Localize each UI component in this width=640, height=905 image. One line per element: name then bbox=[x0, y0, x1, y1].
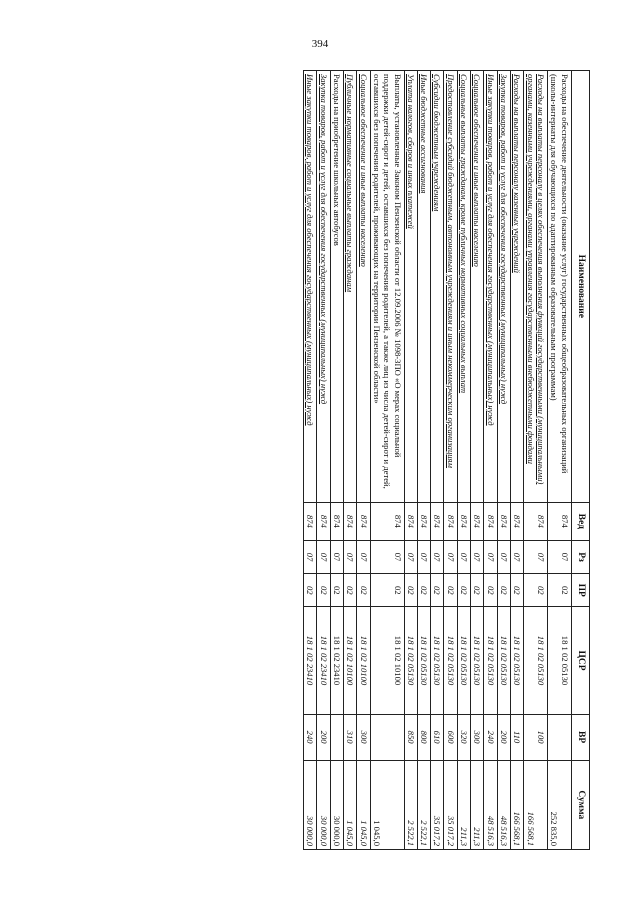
row-vr-cell bbox=[370, 714, 404, 760]
row-pr-cell: 02 bbox=[511, 574, 524, 607]
table-header-row bbox=[571, 71, 589, 850]
row-rz-cell: 07 bbox=[471, 540, 484, 573]
row-name-cell: Публичные нормативные социальные выплаты гражданам bbox=[343, 71, 356, 503]
row-rz-cell: 07 bbox=[304, 540, 317, 573]
row-csr-cell: 18 1 02 23410 bbox=[317, 607, 330, 714]
row-csr-cell: 18 1 02 05130 bbox=[417, 607, 430, 714]
row-vr-cell: 320 bbox=[457, 714, 470, 760]
row-csr-cell: 18 1 02 23410 bbox=[304, 607, 317, 714]
row-vr-cell: 110 bbox=[511, 714, 524, 760]
header-csr: ЦСР bbox=[571, 607, 589, 714]
budget-table bbox=[303, 70, 590, 850]
row-csr-cell: 18 1 02 10100 bbox=[343, 607, 356, 714]
row-name-cell: Иные бюджетные ассигнования bbox=[417, 71, 430, 503]
row-sum-cell: 30 000,0 bbox=[330, 760, 343, 849]
row-pr-cell: 02 bbox=[343, 574, 356, 607]
table-row bbox=[304, 71, 317, 850]
row-name-cell: Расходы на выплаты персоналу в целях обеспечения выполнения функций государственными (муниципальными) органами, казенными учреждениями, органами управления государственными внебюджетными фондами bbox=[524, 71, 548, 503]
row-ved-cell: 874 bbox=[417, 502, 430, 540]
row-vr-cell: 240 bbox=[484, 714, 497, 760]
header-rz: Рз bbox=[571, 540, 589, 573]
row-rz-cell: 07 bbox=[511, 540, 524, 573]
row-ved-cell: 874 bbox=[547, 502, 571, 540]
row-rz-cell: 07 bbox=[357, 540, 370, 573]
table-body bbox=[304, 71, 572, 850]
row-pr-cell: 02 bbox=[471, 574, 484, 607]
row-rz-cell: 07 bbox=[457, 540, 470, 573]
header-name: Наименование bbox=[571, 71, 589, 503]
row-sum-cell: 48 516,3 bbox=[497, 760, 510, 849]
row-sum-cell: 35 017,2 bbox=[444, 760, 457, 849]
row-ved-cell: 874 bbox=[484, 502, 497, 540]
table-row bbox=[317, 71, 330, 850]
row-ved-cell: 874 bbox=[457, 502, 470, 540]
header-pr: ПР bbox=[571, 574, 589, 607]
row-sum-cell: 166 568,1 bbox=[524, 760, 548, 849]
row-pr-cell: 02 bbox=[317, 574, 330, 607]
table-row bbox=[343, 71, 356, 850]
row-pr-cell: 02 bbox=[524, 574, 548, 607]
row-name-cell: Закупка товаров, работ и услуг для обеспечения государственных (муниципальных) нужд bbox=[317, 71, 330, 503]
table-row bbox=[444, 71, 457, 850]
row-sum-cell: 1 045,0 bbox=[357, 760, 370, 849]
table-row bbox=[457, 71, 470, 850]
row-rz-cell: 07 bbox=[524, 540, 548, 573]
row-vr-cell: 300 bbox=[471, 714, 484, 760]
row-csr-cell: 18 1 02 05130 bbox=[547, 607, 571, 714]
row-ved-cell: 874 bbox=[431, 502, 444, 540]
row-pr-cell: 02 bbox=[404, 574, 417, 607]
row-ved-cell: 874 bbox=[304, 502, 317, 540]
row-rz-cell: 07 bbox=[330, 540, 343, 573]
row-vr-cell: 240 bbox=[304, 714, 317, 760]
row-vr-cell: 100 bbox=[524, 714, 548, 760]
row-name-cell: Социальное обеспечение и иные выплаты населению bbox=[357, 71, 370, 503]
row-csr-cell: 18 1 02 05130 bbox=[444, 607, 457, 714]
row-vr-cell bbox=[547, 714, 571, 760]
row-vr-cell: 800 bbox=[417, 714, 430, 760]
row-name-cell: Уплата налогов, сборов и иных платежей bbox=[404, 71, 417, 503]
row-vr-cell: 600 bbox=[444, 714, 457, 760]
row-vr-cell: 200 bbox=[497, 714, 510, 760]
row-vr-cell bbox=[330, 714, 343, 760]
row-name-cell: Расходы на обеспечение деятельности (оказание услуг) государственных общеобразовательных организаций (школы-интернаты для обучающихся по адаптированным образовательным программам) bbox=[547, 71, 571, 503]
row-pr-cell: 02 bbox=[457, 574, 470, 607]
row-ved-cell: 874 bbox=[343, 502, 356, 540]
table-row bbox=[370, 71, 404, 850]
row-sum-cell: 211,3 bbox=[457, 760, 470, 849]
row-pr-cell: 02 bbox=[370, 574, 404, 607]
row-ved-cell: 874 bbox=[444, 502, 457, 540]
row-pr-cell: 02 bbox=[547, 574, 571, 607]
row-csr-cell: 18 1 02 05130 bbox=[471, 607, 484, 714]
row-sum-cell: 30 000,0 bbox=[317, 760, 330, 849]
row-name-cell: Социальное обеспечение и иные выплаты населению bbox=[471, 71, 484, 503]
row-name-cell: Иные закупки товаров, работ и услуг для обеспечения государственных (муниципальных) нужд bbox=[304, 71, 317, 503]
page-number: 394 bbox=[311, 38, 329, 50]
row-ved-cell: 874 bbox=[471, 502, 484, 540]
row-pr-cell: 02 bbox=[444, 574, 457, 607]
row-sum-cell: 2 522,1 bbox=[404, 760, 417, 849]
table-row bbox=[524, 71, 548, 850]
row-pr-cell: 02 bbox=[357, 574, 370, 607]
table-row bbox=[417, 71, 430, 850]
row-name-cell: Расходы на выплаты персоналу казенных учреждений bbox=[511, 71, 524, 503]
row-vr-cell: 610 bbox=[431, 714, 444, 760]
row-csr-cell: 18 1 02 05130 bbox=[404, 607, 417, 714]
table-row bbox=[330, 71, 343, 850]
row-csr-cell: 18 1 02 05130 bbox=[524, 607, 548, 714]
row-name-cell: Иные закупки товаров, работ и услуг для обеспечения государственных (муниципальных) нужд bbox=[484, 71, 497, 503]
row-name-cell: Расходы на приобретение школьных автобусов bbox=[330, 71, 343, 503]
row-name-cell: Предоставление субсидий бюджетным, автономным учреждениям и иным некоммерческим организациям bbox=[444, 71, 457, 503]
table-row bbox=[471, 71, 484, 850]
row-rz-cell: 07 bbox=[343, 540, 356, 573]
row-csr-cell: 18 1 02 10100 bbox=[370, 607, 404, 714]
row-rz-cell: 07 bbox=[497, 540, 510, 573]
row-ved-cell: 874 bbox=[497, 502, 510, 540]
row-rz-cell: 07 bbox=[317, 540, 330, 573]
row-rz-cell: 07 bbox=[417, 540, 430, 573]
row-vr-cell: 310 bbox=[343, 714, 356, 760]
row-csr-cell: 18 1 02 05130 bbox=[431, 607, 444, 714]
row-csr-cell: 18 1 02 23410 bbox=[330, 607, 343, 714]
row-pr-cell: 02 bbox=[484, 574, 497, 607]
row-sum-cell: 48 516,3 bbox=[484, 760, 497, 849]
table-row bbox=[357, 71, 370, 850]
row-vr-cell: 200 bbox=[317, 714, 330, 760]
table-row bbox=[511, 71, 524, 850]
row-name-cell: Субсидии бюджетным учреждениям bbox=[431, 71, 444, 503]
row-sum-cell: 166 568,1 bbox=[511, 760, 524, 849]
table-row bbox=[404, 71, 417, 850]
row-pr-cell: 02 bbox=[304, 574, 317, 607]
row-ved-cell: 874 bbox=[404, 502, 417, 540]
row-name-cell: Выплаты, установленные Законом Пензенской области от 12.09.2006 № 1098-ЗПО «О мерах социальной поддержки детей-сирот и детей, оставшихся без попечения родителей, а также лиц из числа детей-сирот и детей, оставшихся без попечения родителей, проживающих на территории Пензенской области» bbox=[370, 71, 404, 503]
row-sum-cell: 35 017,2 bbox=[431, 760, 444, 849]
row-rz-cell: 07 bbox=[431, 540, 444, 573]
header-sum: Сумма bbox=[571, 760, 589, 849]
row-ved-cell: 874 bbox=[511, 502, 524, 540]
row-pr-cell: 02 bbox=[431, 574, 444, 607]
row-pr-cell: 02 bbox=[497, 574, 510, 607]
row-csr-cell: 18 1 02 05130 bbox=[511, 607, 524, 714]
row-ved-cell: 874 bbox=[357, 502, 370, 540]
row-sum-cell: 211,3 bbox=[471, 760, 484, 849]
row-vr-cell: 300 bbox=[357, 714, 370, 760]
row-sum-cell: 252 835,0 bbox=[547, 760, 571, 849]
table-row bbox=[497, 71, 510, 850]
row-rz-cell: 07 bbox=[370, 540, 404, 573]
rotated-budget-table-container bbox=[100, 70, 590, 850]
table-row bbox=[547, 71, 571, 850]
row-name-cell: Социальные выплаты гражданам, кроме публичных нормативных социальных выплат bbox=[457, 71, 470, 503]
row-sum-cell: 30 000,0 bbox=[304, 760, 317, 849]
row-pr-cell: 02 bbox=[330, 574, 343, 607]
row-vr-cell: 850 bbox=[404, 714, 417, 760]
table-row bbox=[484, 71, 497, 850]
row-ved-cell: 874 bbox=[330, 502, 343, 540]
row-csr-cell: 18 1 02 05130 bbox=[497, 607, 510, 714]
row-rz-cell: 07 bbox=[484, 540, 497, 573]
header-vr: ВР bbox=[571, 714, 589, 760]
row-csr-cell: 18 1 02 05130 bbox=[484, 607, 497, 714]
row-ved-cell: 874 bbox=[524, 502, 548, 540]
table-row bbox=[431, 71, 444, 850]
row-pr-cell: 02 bbox=[417, 574, 430, 607]
row-rz-cell: 07 bbox=[444, 540, 457, 573]
row-name-cell: Закупка товаров, работ и услуг для обеспечения государственных (муниципальных) нужд bbox=[497, 71, 510, 503]
row-csr-cell: 18 1 02 05130 bbox=[457, 607, 470, 714]
row-rz-cell: 07 bbox=[404, 540, 417, 573]
row-sum-cell: 2 522,1 bbox=[417, 760, 430, 849]
row-rz-cell: 07 bbox=[547, 540, 571, 573]
row-ved-cell: 874 bbox=[370, 502, 404, 540]
row-sum-cell: 1 045,0 bbox=[370, 760, 404, 849]
row-csr-cell: 18 1 02 10100 bbox=[357, 607, 370, 714]
row-sum-cell: 1 045,0 bbox=[343, 760, 356, 849]
header-ved: Вед bbox=[571, 502, 589, 540]
row-ved-cell: 874 bbox=[317, 502, 330, 540]
